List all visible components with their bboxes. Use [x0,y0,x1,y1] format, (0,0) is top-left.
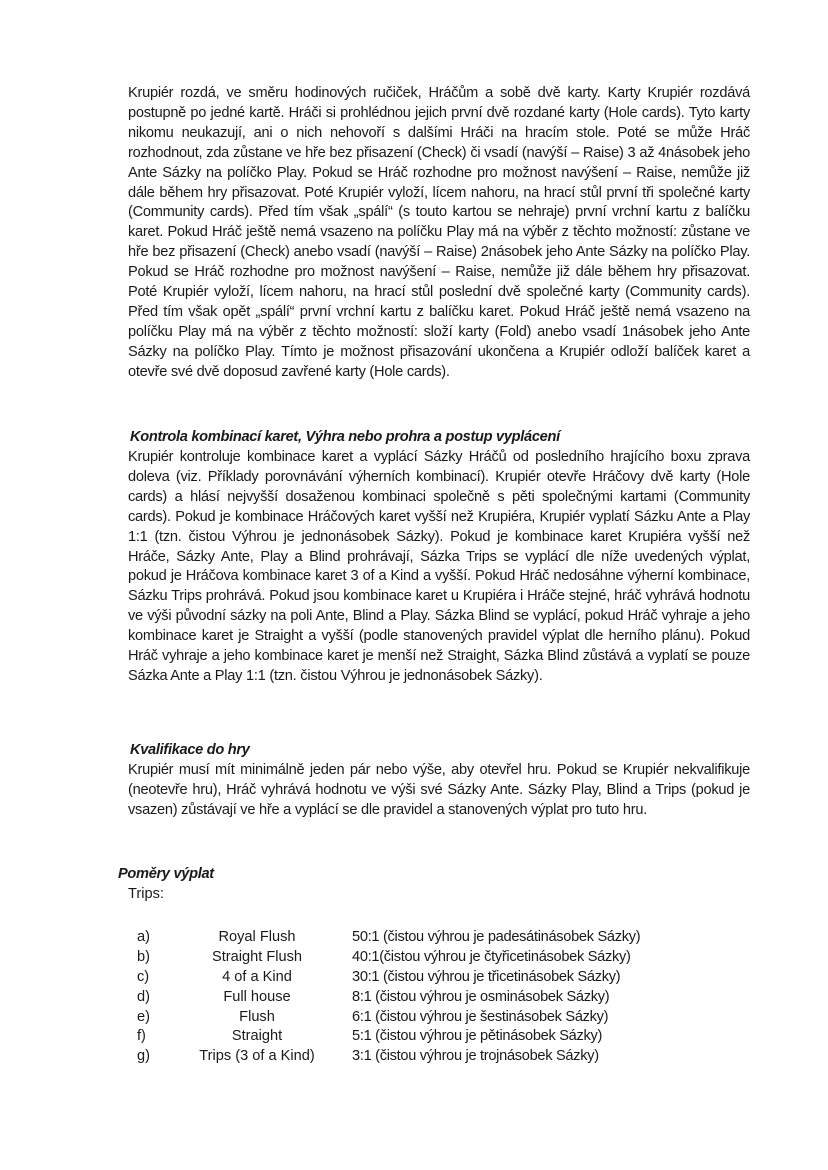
qualification-paragraph: Krupiér musí mít minimálně jeden pár nebo výše, aby otevřel hru. Pokud se Krupiér nekvalifikuje (neotevře hru), Hráč vyhrává hodnotu ve výši své Sázky Ante. Sázky Play, Blind a Trips (pokud je vsazen) zůstávají ve hře a vyplácí se dle pravidel a stanovených výplat pro tuto hru. [128,762,750,818]
row-hand: Straight [231,1028,283,1045]
table-row [128,1027,728,1047]
row-letter: c) [137,968,150,985]
trips-payout-table [128,928,728,1067]
table-row [128,988,728,1008]
table-row [128,968,728,988]
row-letter: d) [137,988,150,1005]
row-hand: Straight Flush [211,948,303,965]
row-payout: 6:1 (čistou výhrou je šestinásobek Sázky) [352,1008,609,1025]
row-payout: 3:1 (čistou výhrou je trojnásobek Sázky) [352,1048,599,1065]
table-row [128,928,728,948]
deal-paragraph: Krupiér rozdá, ve směru hodinových ručiček, Hráčům a sobě dvě karty. Karty Krupiér rozdává postupně po jedné kartě. Hráči si prohlédnou jejich první dvě rozdané karty (Hole cards). Tyto karty nikomu neukazují, ani o nich nehovoří s dalšími Hráči na hracím stole. Poté se může Hráč rozhodnout, zda zůstane ve hře bez přisazení (Check) či vsadí (navýší – Raise) 3 až 4násobek jeho Ante Sázky na políčko Play. Pokud se Hráč rozhodne pro možnost navýšení – Raise, nemůže již dále během hry přisazovat. Poté Krupiér vyloží, lícem nahoru, na hrací stůl první tři společné karty (Community cards). Před tím však „spálí“ (s touto kartou se nehraje) první vrchní kartu z balíčku karet. Pokud Hráč ještě nemá vsazeno na políčku Play má na výběr z těchto možností: zůstane ve hře bez přisazení (Check) anebo vsadí (navýší – Raise) 2násobek jeho Ante Sázky na políčko Play. Pokud se Hráč rozhodne pro možnost navýšení – Raise, nemůže již dále během hry přisazovat. Poté Krupiér vyloží, lícem nahoru, na hrací stůl poslední dvě společné karty (Community cards). Před tím však opět „spálí“ první vrchní kartu z balíčku karet. Pokud Hráč ještě nemá vsazeno na políčku Play má na výběr z těchto možností: složí karty (Fold) anebo vsadí 1násobek jeho Ante Sázky na políčko Play. Tímto je možnost přisazování ukončena a Krupiér odloží balíček karet a otevře své dvě doposud zavřené karty (Hole cards). [128,85,750,380]
row-letter: f) [137,1028,146,1045]
table-row [128,1008,728,1028]
row-letter: a) [137,929,150,945]
row-letter: g) [137,1048,150,1065]
row-hand: Trips (3 of a Kind) [199,1048,315,1065]
row-hand: Full house [223,988,291,1005]
payout-process-heading: Kontrola kombinací karet, Výhra nebo prohra a postup vyplácení [130,429,560,445]
table-row [128,1047,728,1067]
payout-process-paragraph: Krupiér kontroluje kombinace karet a vyplácí Sázky Hráčů od posledního hrajícího boxu zprava doleva (viz. Příklady porovnávání výherních kombinací). Krupiér otevře Hráčovy dvě karty (Hole cards) a hlásí nejvyšší dosaženou kombinaci společně s pěti společnými kartami (Community cards). Pokud je kombinace Hráčových karet vyšší než Krupiéra, Krupiér vyplatí Sázku Ante a Play 1:1 (tzn. čistou Výhrou je jednonásobek Sázky). Pokud je kombinace karet Krupiéra vyšší než Hráče, Sázky Ante, Play a Blind prohrávají, Sázka Trips se vyplácí dle níže uvedených výplat, pokud je Hráčova kombinace karet 3 of a Kind a vyšší. Pokud Hráč nedosáhne výherní kombinace, Sázku Trips prohrává. Pokud jsou kombinace karet u Krupiéra i Hráče stejné, hráč vyhrává hodnotu ve výši původní sázky na poli Ante, Blind a Play. Sázka Blind se vyplácí, pokud Hráč vyhraje a jeho kombinace karet je Straight a vyšší (podle stanovených pravidel výplat dle herního plánu). Pokud Hráč vyhraje a jeho kombinace karet je menší než Straight, Sázka Blind zůstává a vyplatí se pouze Sázka Ante a Play 1:1 (tzn. čistou Výhrou je jednonásobek Sázky). [128,449,750,684]
payout-ratios-heading: Poměry výplat [118,866,214,882]
trips-label: Trips: [128,886,164,902]
row-hand: Flush [239,1008,275,1025]
row-letter: b) [137,948,150,965]
row-payout: 40:1(čistou výhrou je čtyřicetinásobek Sázky) [352,948,631,965]
row-payout: 5:1 (čistou výhrou je pětinásobek Sázky) [352,1028,603,1045]
row-hand: Royal Flush [218,929,296,945]
qualification-heading: Kvalifikace do hry [130,742,250,758]
row-payout: 30:1 (čistou výhrou je třicetinásobek Sázky) [352,968,621,985]
row-letter: e) [137,1008,150,1025]
row-payout: 50:1 (čistou výhrou je padesátinásobek Sázky) [352,929,641,945]
table-row [128,948,728,968]
row-payout: 8:1 (čistou výhrou je osminásobek Sázky) [352,988,610,1005]
row-hand: 4 of a Kind [222,968,292,985]
